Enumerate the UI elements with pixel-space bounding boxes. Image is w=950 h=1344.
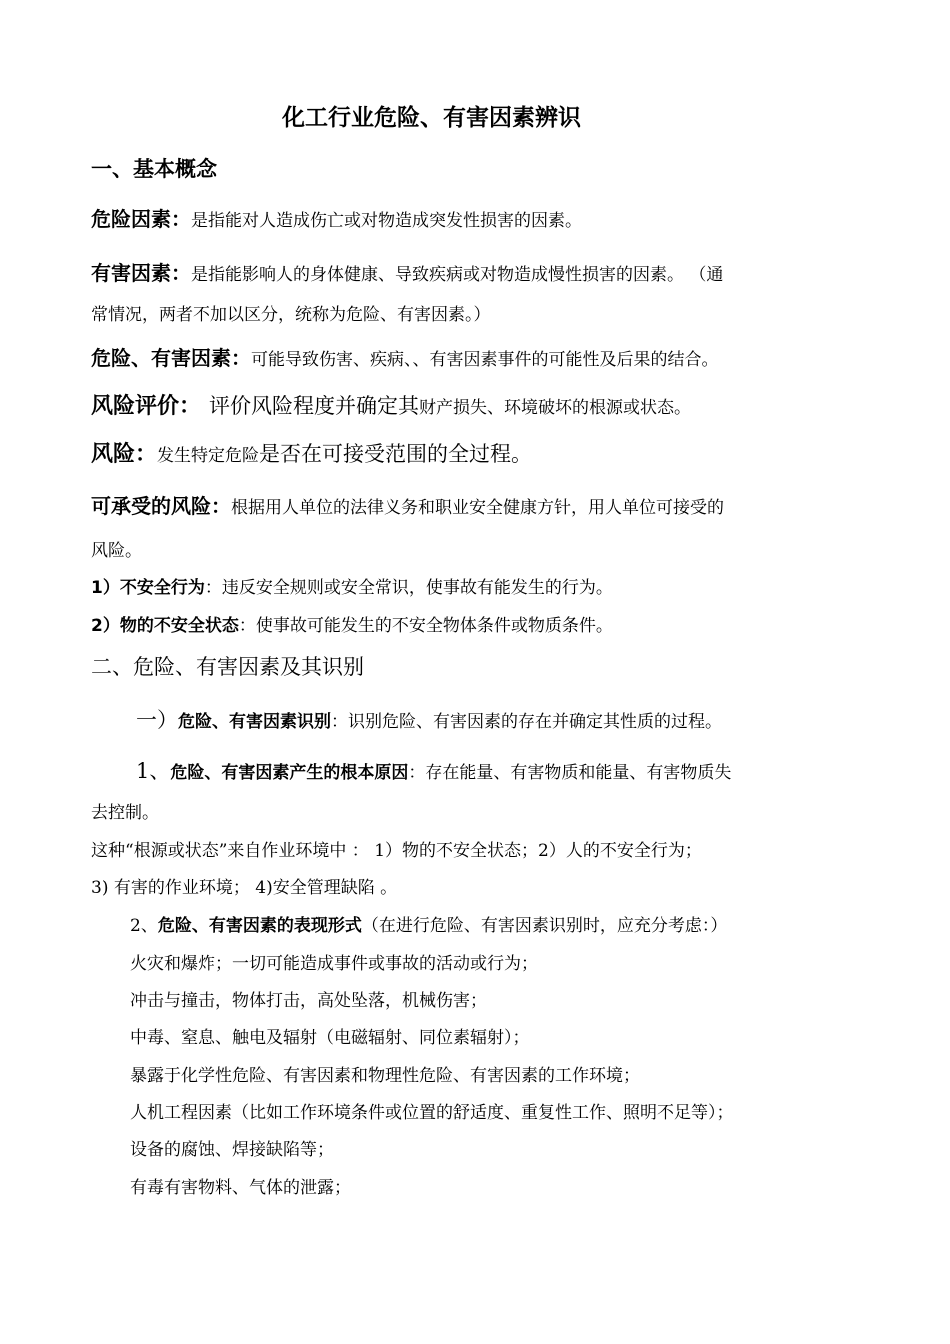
definition-danger-factor — [91, 209, 582, 230]
subsection-prefix: 2、 — [130, 916, 158, 936]
definition-text: 根据用人单位的法律义务和职业安全健康方针，用人单位可接受的 — [231, 498, 724, 518]
definition-risk-evaluation — [91, 396, 691, 418]
term-manifestations: 危险、有害因素的表现形式 — [157, 916, 362, 936]
section-heading-identification: 二、危险、有害因素及其识别 — [91, 655, 364, 679]
term-acceptable-risk: 可承受的风险： — [91, 494, 231, 518]
term-harm-factor: 有害因素： — [91, 261, 191, 285]
definition-text-large: 是否在可接受范围的全过程。 — [259, 442, 533, 466]
term-unsafe-behavior: 1）不安全行为 — [91, 578, 205, 598]
term-identification: 危险、有害因素识别 — [178, 712, 331, 732]
subsection-identification — [136, 710, 722, 731]
definition-text: 是指能影响人的身体健康、导致疾病或对物造成慢性损害的因素。 （通 — [191, 265, 724, 285]
source-line-2: 3) 有害的作业环境； 4)安全管理缺陷 。 — [91, 878, 398, 898]
definition-text: 可能导致伤害、疾病、、有害因素事件的可能性及后果的结合。 — [251, 350, 719, 370]
definition-text: 发生特定危险 — [157, 446, 260, 466]
list-item: 有毒有害物料、气体的泄露； — [130, 1178, 351, 1198]
definition-acceptable-risk — [91, 496, 724, 517]
definition-harm-factor — [91, 263, 723, 284]
definition-harm-factor-continued: 常情况，两者不加以区分，统称为危险、有害因素。） — [91, 305, 491, 325]
subsection-root-cause — [136, 761, 731, 782]
subsection-root-cause-continued: 去控制。 — [91, 803, 159, 823]
term-danger-harm-factor: 危险、有害因素： — [91, 346, 251, 370]
term-root-cause: 危险、有害因素产生的根本原因 — [170, 763, 409, 783]
subsection-manifestations — [130, 918, 727, 935]
subsection-prefix: 一） — [136, 708, 178, 732]
definition-text: ：存在能量、有害物质和能量、有害物质失 — [408, 763, 732, 783]
definition-acceptable-risk-continued: 风险。 — [91, 541, 142, 561]
definition-danger-harm-factor — [91, 348, 719, 369]
list-item: 中毒、窒息、触电及辐射（电磁辐射、同位素辐射）； — [130, 1028, 530, 1048]
source-line-1: 这种“根源或状态”来自作业环境中 ： 1）物的不安全状态；2）人的不安全行为； — [91, 841, 702, 861]
definition-text: 是指能对人造成伤亡或对物造成突发性损害的因素。 — [191, 211, 582, 231]
definition-text: ：识别危险、有害因素的存在并确定其性质的过程。 — [331, 712, 722, 732]
definition-risk — [91, 444, 532, 466]
subsection-prefix: 1、 — [136, 759, 171, 783]
section-heading-basic-concepts: 一、基本概念 — [91, 157, 217, 181]
term-risk: 风险： — [91, 442, 158, 467]
definition-text: ：违反安全规则或安全常识，使事故有能发生的行为。 — [204, 578, 613, 598]
list-item: 人机工程因素（比如工作环境条件或位置的舒适度、重复性工作、照明不足等）； — [130, 1103, 734, 1123]
definition-text: ：使事故可能发生的不安全物体条件或物质条件。 — [238, 616, 613, 636]
definition-text-large: 评价风险程度并确定其 — [209, 394, 420, 418]
term-risk-evaluation: 风险评价： — [91, 394, 202, 419]
page-title: 化工行业危险、有害因素辨识 — [282, 105, 581, 131]
list-item-unsafe-behavior — [91, 580, 613, 597]
term-unsafe-state: 2）物的不安全状态 — [91, 616, 239, 636]
definition-text: （在进行危险、有害因素识别时，应充分考虑：） — [361, 916, 728, 936]
definition-text: 财产损失、环境破坏的根源或状态。 — [419, 398, 692, 418]
list-item: 设备的腐蚀、焊接缺陷等； — [130, 1140, 334, 1160]
list-item: 冲击与撞击，物体打击，高处坠落，机械伤害； — [130, 991, 487, 1011]
term-danger-factor: 危险因素： — [91, 207, 191, 231]
list-item-unsafe-state — [91, 618, 613, 635]
list-item: 暴露于化学性危险、有害因素和物理性危险、有害因素的工作环境； — [130, 1066, 640, 1086]
list-item: 火灾和爆炸；一切可能造成事件或事故的活动或行为； — [130, 954, 538, 974]
